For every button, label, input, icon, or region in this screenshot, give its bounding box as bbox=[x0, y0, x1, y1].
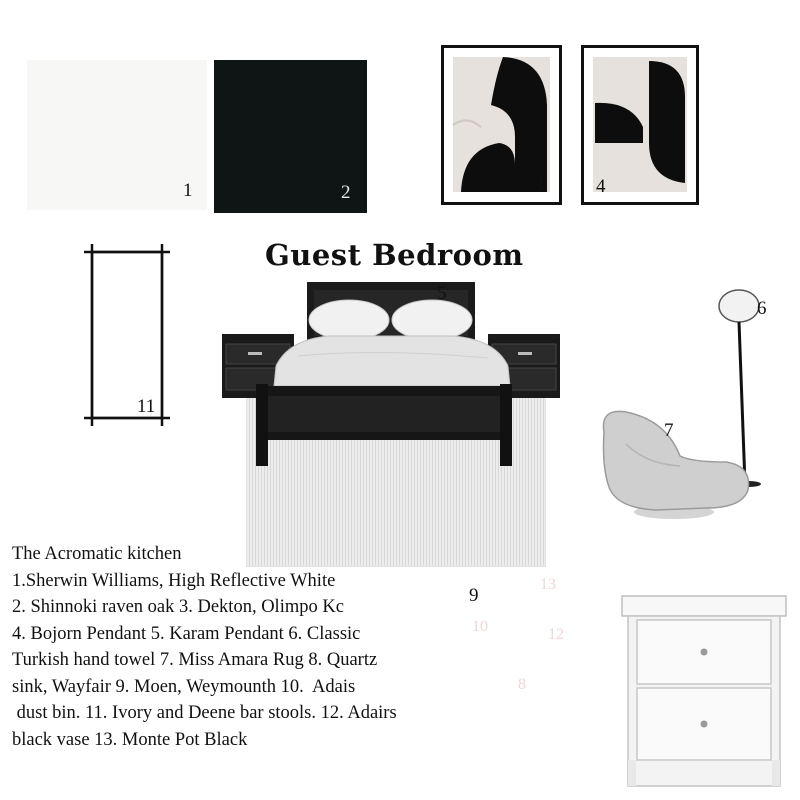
caption-line: The Acromatic kitchen bbox=[12, 544, 182, 564]
mirror-number-11: 11 bbox=[137, 396, 156, 417]
swatch-number-1: 1 bbox=[183, 180, 193, 201]
swatch-number-2: 2 bbox=[341, 182, 351, 203]
caption-line: 4. Bojorn Pendant 5. Karam Pendant 6. Classic bbox=[12, 623, 361, 644]
lounge-chair bbox=[596, 404, 752, 522]
number-9: 9 bbox=[469, 585, 479, 606]
caption-line: 2. Shinnoki raven oak 3. Dekton, Olimpo Kc bbox=[12, 597, 344, 617]
bed bbox=[218, 278, 564, 466]
product-list-caption bbox=[12, 541, 492, 753]
abstract-artwork-3 bbox=[441, 45, 562, 205]
white-swatch bbox=[27, 60, 207, 210]
artwork-number-3: 3 bbox=[534, 175, 544, 196]
faint-number-13: 13 bbox=[540, 576, 556, 593]
chair-number-7: 7 bbox=[664, 420, 674, 441]
caption-line: black vase 13. Monte Pot Black bbox=[12, 729, 248, 750]
caption-line: Turkish hand towel 7. Miss Amara Rug 8. Quartz bbox=[12, 650, 378, 670]
caption-line: dust bin. 11. Ivory and Deene bar stools. 12. Adairs bbox=[12, 703, 397, 723]
white-nightstand bbox=[620, 594, 788, 788]
bed-number-5: 5 bbox=[437, 283, 447, 304]
artwork-number-4: 4 bbox=[596, 176, 606, 197]
faint-number-12: 12 bbox=[548, 626, 564, 643]
page-title: Guest Bedroom bbox=[265, 238, 524, 272]
faint-number-10: 10 bbox=[472, 618, 488, 635]
lamp-number-6: 6 bbox=[757, 298, 767, 319]
caption-line: 1.Sherwin Williams, High Reflective White bbox=[12, 570, 336, 591]
caption-line: sink, Wayfair 9. Moen, Weymounth 10. Adais bbox=[12, 676, 356, 697]
faint-number-8: 8 bbox=[518, 676, 526, 693]
floor-mirror bbox=[82, 244, 172, 426]
